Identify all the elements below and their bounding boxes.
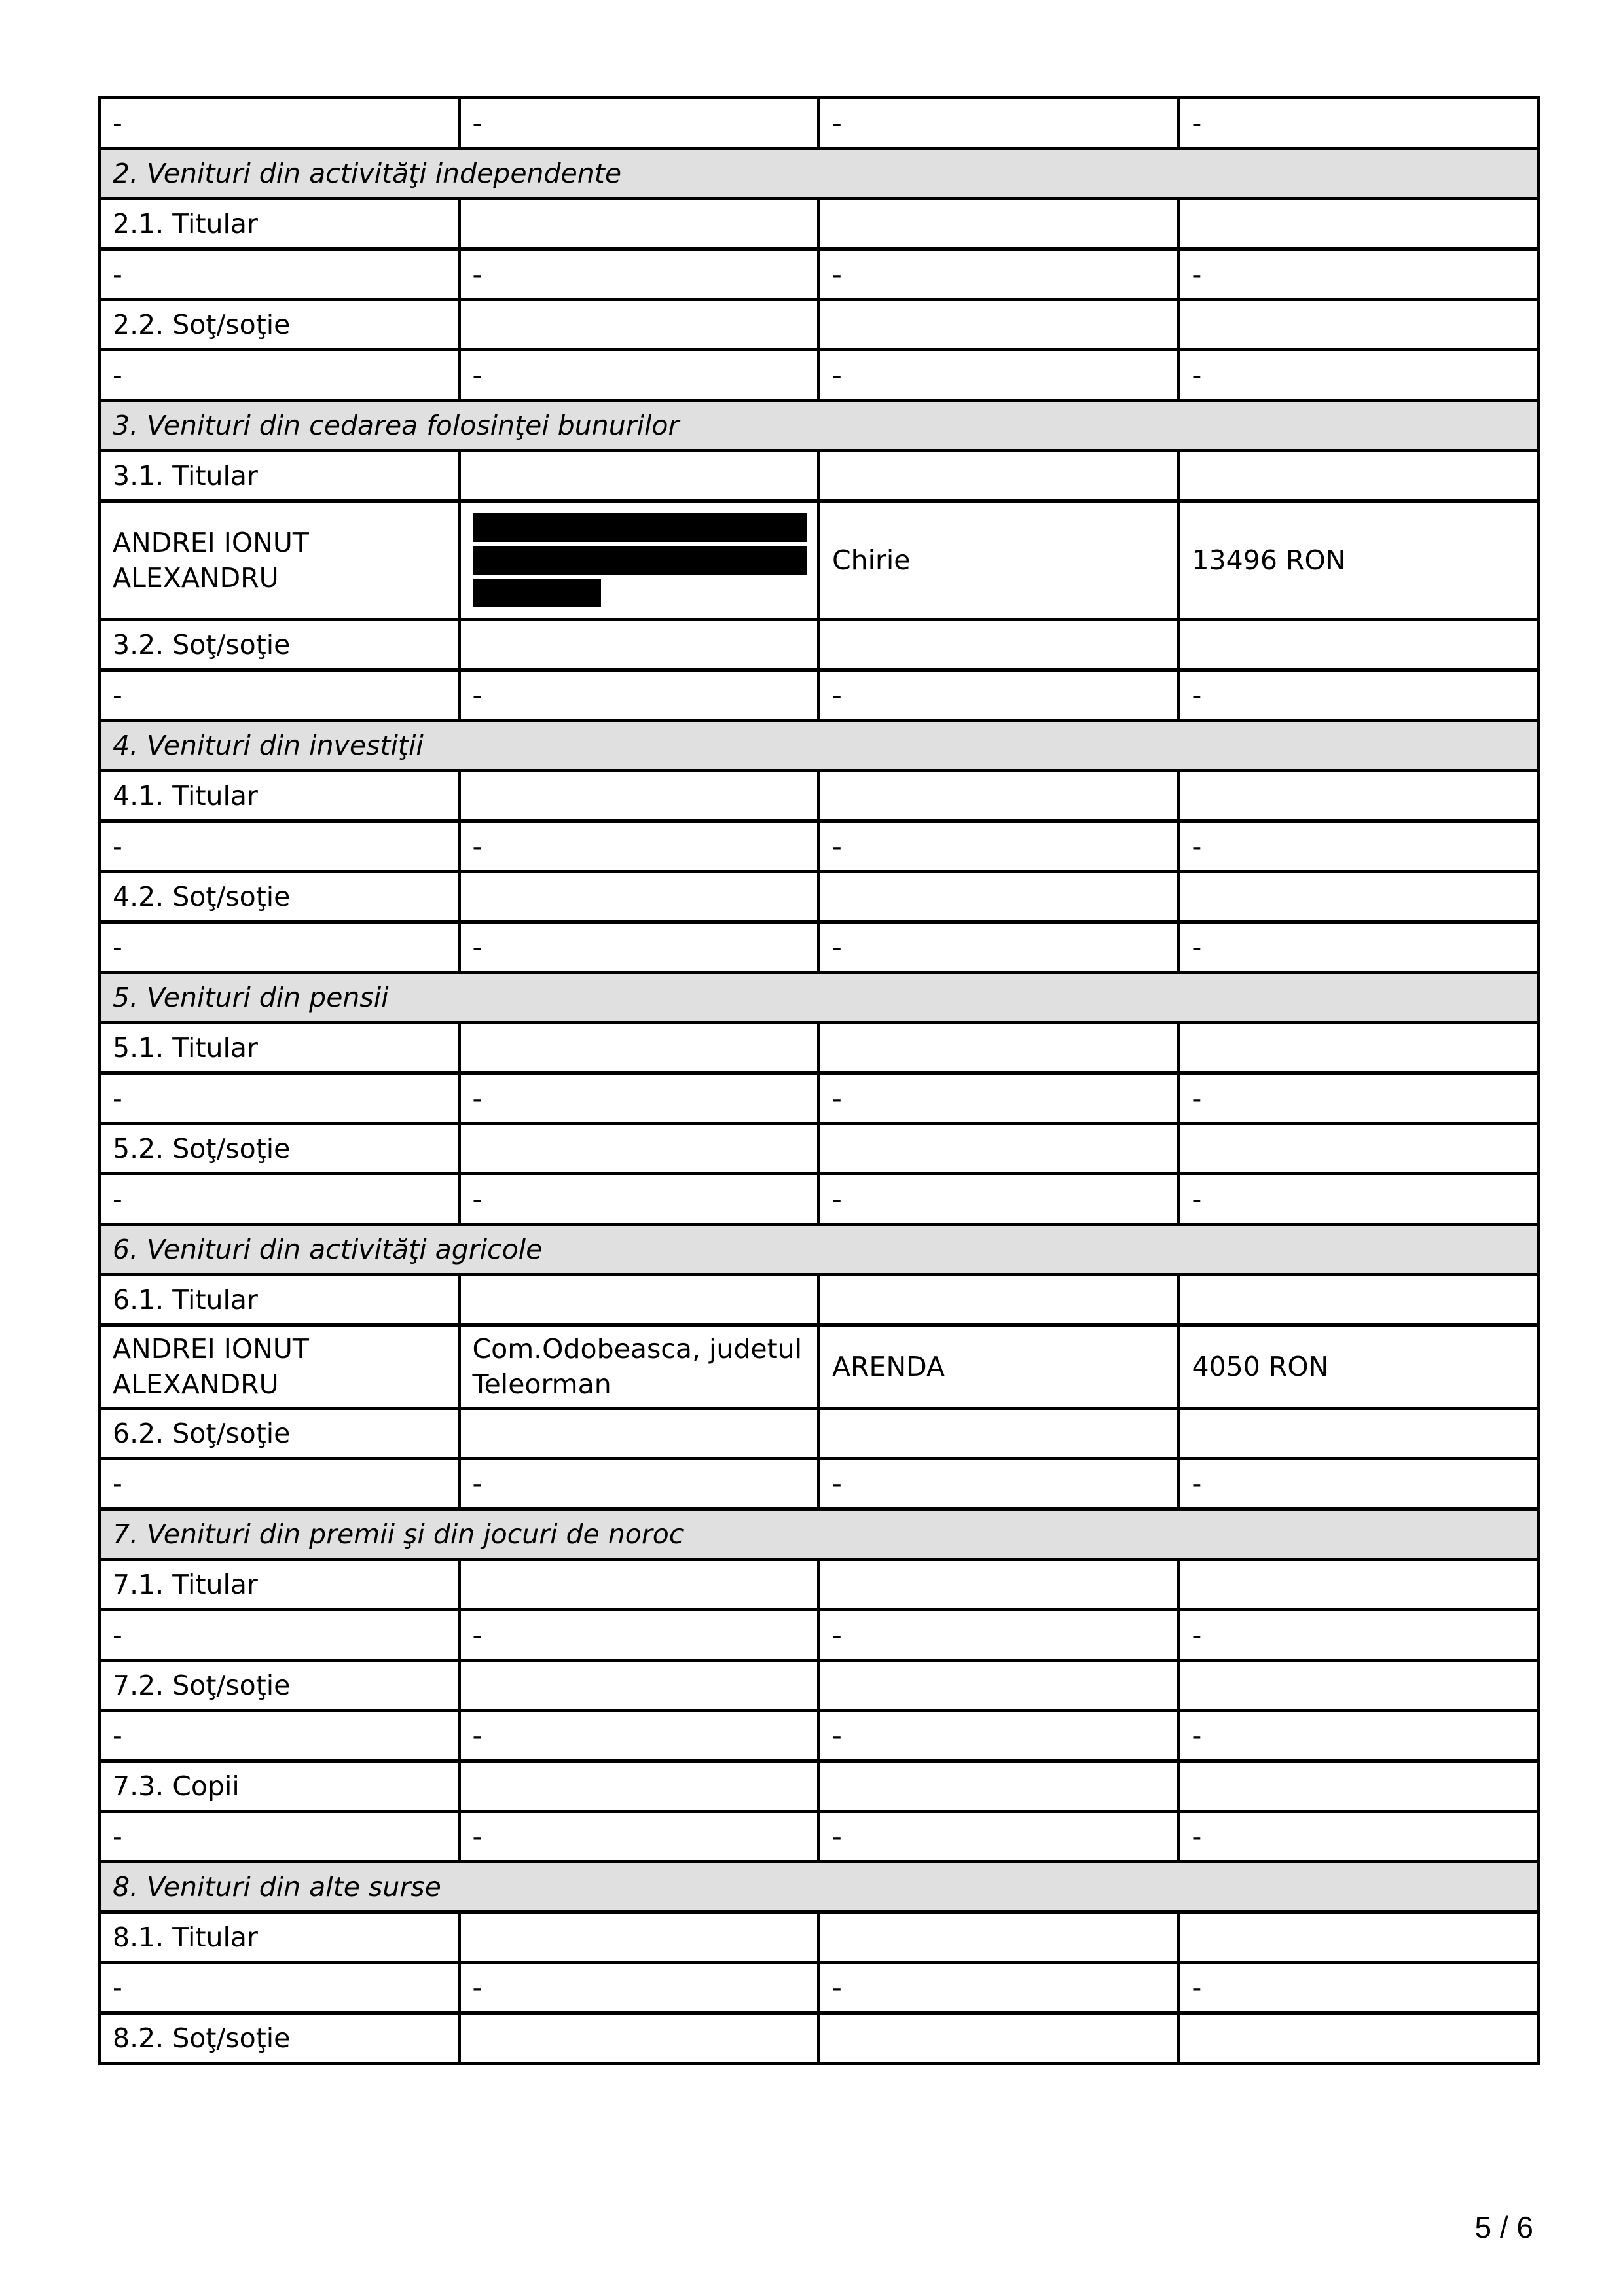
section-title: 2. Venituri din activităţi independente xyxy=(100,149,1539,199)
table-row: - - - - xyxy=(100,1459,1539,1509)
section-header-row xyxy=(100,1862,1539,1912)
table-row xyxy=(100,199,1539,249)
section-title: 8. Venituri din alte surse xyxy=(100,1862,1539,1912)
table-row: - - - - xyxy=(100,1610,1539,1660)
table-row xyxy=(100,620,1539,670)
table-row: - - - - xyxy=(100,1711,1539,1761)
income-type: ARENDA xyxy=(819,1325,1179,1408)
section-header-row xyxy=(100,1509,1539,1560)
table-row xyxy=(100,451,1539,501)
row-label: 7.2. Soţ/soţie xyxy=(100,1660,460,1711)
row-label: 7.3. Copii xyxy=(100,1761,460,1812)
table-row: - - - - xyxy=(100,1174,1539,1225)
table-row xyxy=(100,1275,1539,1325)
row-label: 6.1. Titular xyxy=(100,1275,460,1325)
table-row xyxy=(100,1660,1539,1711)
cell-dash: - xyxy=(100,98,460,149)
page-number: 5 / 6 xyxy=(1474,2210,1533,2244)
section-header-row xyxy=(100,401,1539,451)
table-row: - - - - xyxy=(100,350,1539,401)
table-row xyxy=(100,872,1539,922)
cell-dash: - xyxy=(819,98,1179,149)
cell-dash: - xyxy=(459,98,819,149)
table-row: - - - - xyxy=(100,1812,1539,1862)
table-row xyxy=(100,1325,1539,1408)
section-title: 6. Venituri din activităţi agricole xyxy=(100,1225,1539,1275)
row-label: 8.1. Titular xyxy=(100,1912,460,1963)
row-label: 5.1. Titular xyxy=(100,1023,460,1073)
section-header-row xyxy=(100,721,1539,771)
table-row xyxy=(100,1124,1539,1174)
section-header-row xyxy=(100,1225,1539,1275)
row-label: 5.2. Soţ/soţie xyxy=(100,1124,460,1174)
row-label: 2.1. Titular xyxy=(100,199,460,249)
redaction-bar xyxy=(473,579,601,607)
table-row xyxy=(100,98,1539,149)
income-amount: 13496 RON xyxy=(1178,501,1539,620)
table-row xyxy=(100,1408,1539,1459)
income-type: Chirie xyxy=(819,501,1179,620)
table-row xyxy=(100,501,1539,620)
section-title: 4. Venituri din investiţii xyxy=(100,721,1539,771)
table-row xyxy=(100,1023,1539,1073)
row-label: 4.2. Soţ/soţie xyxy=(100,872,460,922)
section-header-row xyxy=(100,149,1539,199)
row-label: 3.1. Titular xyxy=(100,451,460,501)
section-title: 3. Venituri din cedarea folosinţei bunurilor xyxy=(100,401,1539,451)
beneficiary-name: ANDREI IONUT ALEXANDRU xyxy=(100,1325,460,1408)
row-label: 6.2. Soţ/soţie xyxy=(100,1408,460,1459)
income-declaration-table xyxy=(98,96,1537,2065)
section-title: 7. Venituri din premii şi din jocuri de noroc xyxy=(100,1509,1539,1560)
table-row xyxy=(100,771,1539,821)
table-row xyxy=(100,1912,1539,1963)
table-row: - - - - xyxy=(100,670,1539,721)
redaction-bar xyxy=(473,513,807,542)
table-row: - - - - xyxy=(100,1073,1539,1124)
table-row xyxy=(100,1761,1539,1812)
table-row xyxy=(100,300,1539,350)
table-row: - - - - xyxy=(100,821,1539,872)
beneficiary-name: ANDREI IONUT ALEXANDRU xyxy=(100,501,460,620)
table-row xyxy=(100,1560,1539,1610)
income-source: Com.Odobeasca, judetul Teleorman xyxy=(459,1325,819,1408)
table-row: - - - - xyxy=(100,249,1539,300)
cell-dash: - xyxy=(1178,98,1539,149)
table-row: - - - - xyxy=(100,1963,1539,2013)
section-header-row xyxy=(100,973,1539,1023)
redaction-bar xyxy=(473,546,807,575)
row-label: 7.1. Titular xyxy=(100,1560,460,1610)
redacted-source xyxy=(459,501,819,620)
row-label: 2.2. Soţ/soţie xyxy=(100,300,460,350)
section-title: 5. Venituri din pensii xyxy=(100,973,1539,1023)
row-label: 4.1. Titular xyxy=(100,771,460,821)
row-label: 8.2. Soţ/soţie xyxy=(100,2013,460,2064)
table-row: - - - - xyxy=(100,922,1539,973)
row-label: 3.2. Soţ/soţie xyxy=(100,620,460,670)
income-amount: 4050 RON xyxy=(1178,1325,1539,1408)
table-row xyxy=(100,2013,1539,2064)
